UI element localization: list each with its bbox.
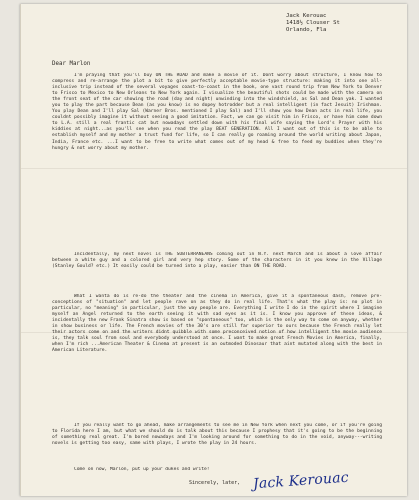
letter-paragraph-5: Come on now, Marlon, put up your dukes and write! bbox=[74, 467, 210, 472]
salutation: Dear Marlon bbox=[52, 61, 91, 67]
letter-paragraph-4: If you really want to go ahead, make arrangements to see me in New York when next you come, or if you're going to Florida here I am, but what we should do is talk about this because I prophesy that it's going to be the beginning of something real great. I'm bored nowadays and I'm looking around for something to do in the void, anyway---writing novels is getting too easy, same with plays, I wrote the play in 24 hours. bbox=[52, 423, 382, 447]
letter-page bbox=[20, 4, 407, 496]
sender-street: 1418½ Clouser St bbox=[286, 20, 340, 26]
sender-address bbox=[286, 13, 340, 34]
letter-paragraph-1: I'm praying that you'll buy ON THE ROAD and make a movie of it. Dont worry about structure, I know how to compress and re-arrange the plot a bit to give perfectly acceptable movie-type structure: making it into one all-inclusive trip instead of the several voyages coast-to-coast in the book, one vast round trip from New York to Denver to Frisco to Mexico to New Orleans to New York again. I visualize the beautiful shots could be made with the camera on the front seat of the car showing the road (day and night) unwinding into the windshield, as Sal and Dean yak. I wanted you to play the part because Dean (as you know) is no dopey hotrodder but a real intelligent (in fact Jesuit) Irishman. You play Dean and I'll play Sal (Warner Bros. mentioned I play Sal) and I'll show you how Dean acts in real life, you couldnt possibly imagine it without seeing a good imitation. Fact, we can go visit him in Frisco, or have him come down to L.A. still a real frantic cat but nowadays settled down with his final wife saying the Lord's Prayer with his kiddies at night...as you'll see when you read the play BEAT GENERATION. All I want out of this is to be able to establish myself and my mother a trust fund for life, so I can really go roaming around the world writing about Japan, India, France etc. ...I want to be free to write what comes out of my head & free to feed my buddies when they're hungry & not worry about my mother. bbox=[52, 73, 382, 151]
closing: Sincerely, later, bbox=[189, 480, 241, 486]
sender-city: Orlando, Fla bbox=[286, 27, 327, 33]
letter-paragraph-3: What I wanta do is re-do the theater and the cinema in America, give it a spontaneous dash, remove pre-conceptions of "situation" and let people rave on as they do in real life. That's what the play is: no plot in particular, no "meaning" in particular, just the way people are. Everything I write I do in the spirit where I imagine myself an Angel returned to the earth seeing it with sad eyes as it is. I know you approve of these ideas, & incidentally the new Frank Sinatra show is based on "spontaneous" too, which is the only way to come on anyway, whether in show business or life. The French movies of the 30's are still far superior to ours because the French really let their actors come on and the writers didnt quibble with some preconceived notion of how intelligent the movie audience is, they talk soul from soul and everybody understood at once. I want to make great French Movies in America, finally, when I'm rich ...American Theater & Cinema at present is an outmoded Dinosaur that aint mutated along with the best in American Literature. bbox=[52, 294, 382, 354]
signature: Jack Kerouac bbox=[252, 469, 350, 493]
letter-paragraph-2: Incidentally, my next novel is THE SUBTERRANEANS coming out in N.Y. next March and is about a love affair between a white guy and a colored girl and very hep story. Some of the characters in it you knew in the Village (Stanley Gould? etc.) It easily could be turned into a play, easier than ON THE ROAD. bbox=[52, 252, 382, 270]
sender-name: Jack Kerouac bbox=[286, 13, 327, 19]
